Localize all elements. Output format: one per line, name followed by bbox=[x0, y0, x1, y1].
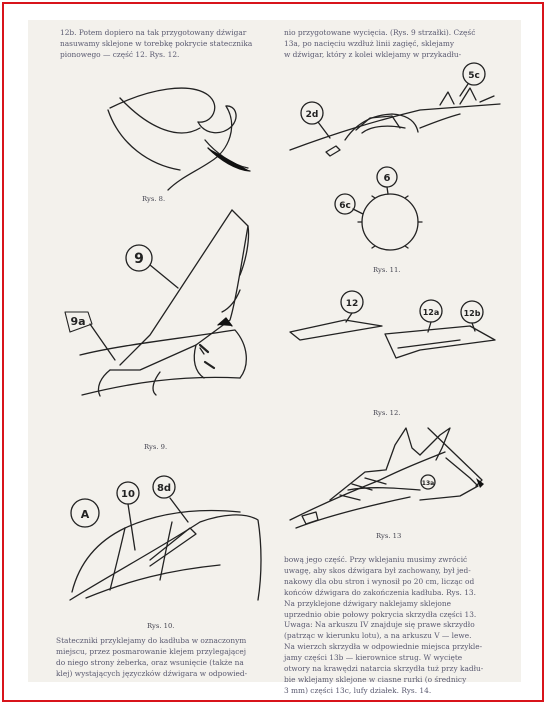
label-fig12-12b: 12b bbox=[463, 309, 481, 318]
text-top-right: nio przygotowane wycięcia. (Rys. 9 strzałki). Część 13a, po nacięciu wzdłuż linii zagięć, sklejamy w dźwigar, który z kolei wklejamy w przykadłu- bbox=[284, 28, 476, 59]
figure-rys-11 bbox=[290, 63, 500, 250]
label-fig11-6c: 6c bbox=[339, 201, 351, 211]
label-fig10-A: A bbox=[80, 508, 90, 521]
label-fig10-10: 10 bbox=[121, 489, 135, 500]
text-bottom-right: bową jego część. Przy wklejaniu musimy zwrócić uwagę, aby skos dźwigara był zachowany, był jed- nakowy dla obu stron i wynosił po 20 cm, licząc od końców dźwigara do zakończenia kadłuba. Rys. 13. Na przyklejone dźwigary naklejamy sklejone uprzednio obie połowy pokrycia skrzydła części 13. Uwaga: Na arkuszu IV znajduje się prawe skrzydło (patrząc w kierunku lotu), a na arkuszu V — lewe. Na wierzch skrzydła w odpowiednie miejsca przykle- jamy części 13b — kierownice strug. W wycięte otwory na krawędzi natarcia skrzydła tuż przy kadłu- bie wklejamy sklejone w ciasne rurki (o średnicy 3 mm) części 13c, lufy działek. Rys. 14. bbox=[284, 555, 484, 695]
label-fig11-5c: 5c bbox=[468, 71, 480, 81]
figure-rys-8 bbox=[108, 88, 250, 190]
caption-rys-13: Rys. 13 bbox=[376, 532, 402, 540]
caption-rys-12: Rys. 12. bbox=[373, 409, 401, 417]
label-fig11-6: 6 bbox=[383, 173, 391, 184]
caption-rys-10: Rys. 10. bbox=[147, 622, 175, 630]
figure-rys-9-callouts bbox=[65, 245, 178, 360]
caption-rys-8: Rys. 8. bbox=[142, 195, 166, 203]
label-fig12-12: 12 bbox=[345, 299, 359, 309]
label-fig12-12a: 12a bbox=[422, 308, 440, 317]
text-bottom-left: Stateczniki przyklejamy do kadłuba w oznaczonym miejscu, przez posmarowanie klejem przylegającej do niego strony żeberka, oraz wsunięcie (także na klej) wystających języczków dźwigara w odpowied- bbox=[56, 636, 248, 678]
caption-rys-9: Rys. 9. bbox=[144, 443, 168, 451]
label-fig9-9: 9 bbox=[134, 251, 144, 267]
label-fig10-8d: 8d bbox=[156, 483, 172, 494]
figure-rys-13 bbox=[290, 428, 482, 528]
label-fig9-9a: 9a bbox=[70, 315, 86, 328]
caption-rys-11: Rys. 11. bbox=[373, 266, 401, 274]
label-fig13-13a: 13a bbox=[421, 480, 435, 487]
figure-rys-10 bbox=[70, 476, 261, 600]
figure-rys-12 bbox=[290, 291, 495, 358]
figure-rys-9 bbox=[80, 210, 249, 396]
text-top-left: 12b. Potem dopiero na tak przygotowany dźwigar nasuwamy sklejone w torebkę pokrycie statecznika pionowego — część 12. Rys. 12. bbox=[60, 28, 253, 59]
label-fig11-2d: 2d bbox=[305, 110, 319, 120]
